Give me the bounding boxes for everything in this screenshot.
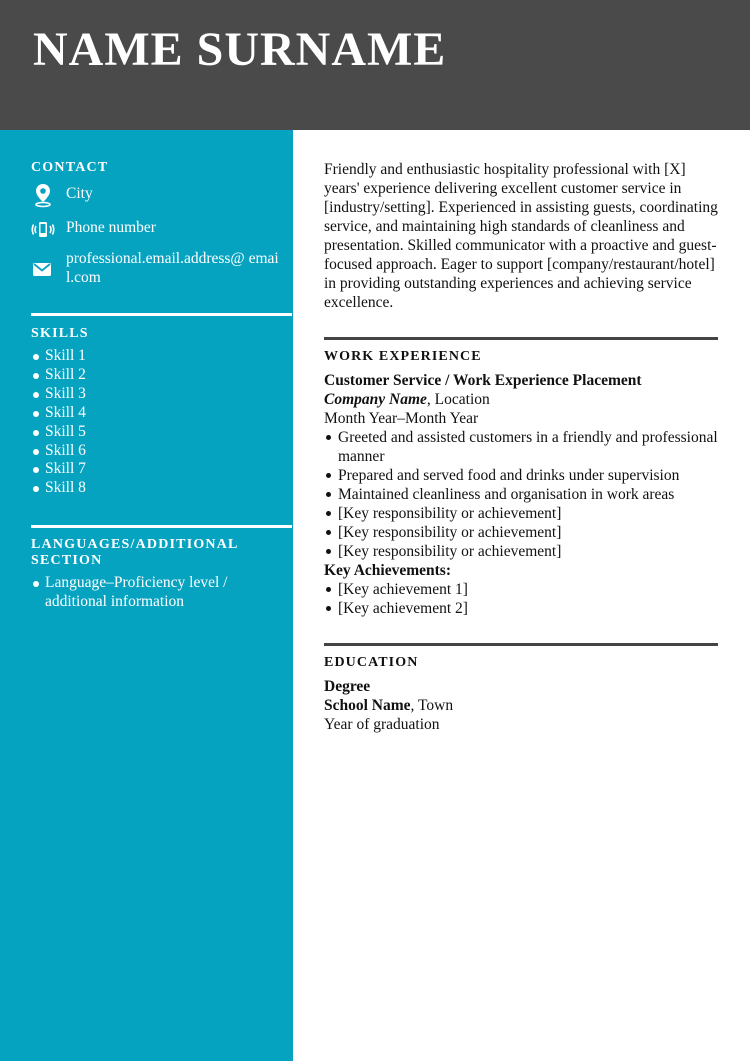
contact-email <box>31 249 281 289</box>
graduation-year: Year of graduation <box>324 716 440 733</box>
skill-item: Skill 8 <box>31 479 86 498</box>
phone-text: Phone number <box>66 219 156 236</box>
skill-item: Skill 5 <box>31 423 86 442</box>
work-entry <box>324 371 718 618</box>
achievement-item: [Key achievement 2] <box>324 599 718 618</box>
responsibility-item: Greeted and assisted customers in a friendly and professional manner <box>324 428 718 466</box>
skill-item: Skill 2 <box>31 366 86 385</box>
sidebar <box>0 130 293 1061</box>
job-title: Customer Service / Work Experience Placement <box>324 372 642 389</box>
school-town: , Town <box>410 697 454 714</box>
skills-list <box>31 347 86 498</box>
languages-heading: LANGUAGES/ADDITIONAL SECTION <box>31 537 238 568</box>
achievement-item: [Key achievement 1] <box>324 580 718 599</box>
sidebar-divider <box>31 313 292 316</box>
education-entry <box>324 677 718 734</box>
job-dates: Month Year–Month Year <box>324 410 479 427</box>
contact-heading: CONTACT <box>31 160 109 175</box>
school-line <box>324 696 718 715</box>
section-divider <box>324 643 718 646</box>
company-location: , Location <box>426 391 490 408</box>
phone-vibrate-icon <box>31 218 55 242</box>
map-pin-icon <box>31 182 55 206</box>
education-heading: EDUCATION <box>324 655 419 670</box>
company-name: Company Name <box>324 391 427 408</box>
responsibility-item: [Key responsibility or achievement] <box>324 523 718 542</box>
section-divider <box>324 337 718 340</box>
city-text: City <box>66 185 93 202</box>
company-line <box>324 390 718 409</box>
sidebar-divider <box>31 525 292 528</box>
achievements-list <box>324 580 718 618</box>
responsibility-item: Prepared and served food and drinks under supervision <box>324 466 718 485</box>
skills-heading: SKILLS <box>31 326 89 341</box>
school-name: School Name <box>324 697 411 714</box>
candidate-name: NAME SURNAME <box>33 23 447 76</box>
envelope-icon <box>31 260 55 284</box>
contact-city <box>31 182 281 208</box>
skill-item: Skill 6 <box>31 442 86 461</box>
responsibilities-list <box>324 428 718 561</box>
email-text: professional.email.address@ email.com <box>66 250 279 286</box>
skill-item: Skill 3 <box>31 385 86 404</box>
languages-list <box>31 574 261 612</box>
responsibility-item: [Key responsibility or achievement] <box>324 542 718 561</box>
work-experience-heading: WORK EXPERIENCE <box>324 349 482 364</box>
language-item: Language–Proficiency level / additional information <box>31 574 261 612</box>
skill-item: Skill 1 <box>31 347 86 366</box>
skill-item: Skill 7 <box>31 460 86 479</box>
degree: Degree <box>324 678 371 695</box>
skill-item: Skill 4 <box>31 404 86 423</box>
professional-summary: Friendly and enthusiastic hospitality professional with [X] years' experience delivering excellent customer service in [industry/setting]. Experienced in assisting guests, coordinating service, and maintaining high standards of cleanliness and presentation. Skilled communicator with a proactive and guest-focused approach. Eager to support [company/restaurant/hotel] in providing outstanding experiences and achieving service excellence. <box>324 161 718 311</box>
contact-phone <box>31 218 281 242</box>
achievements-heading: Key Achievements: <box>324 562 451 579</box>
responsibility-item: [Key responsibility or achievement] <box>324 504 718 523</box>
responsibility-item: Maintained cleanliness and organisation in work areas <box>324 485 718 504</box>
header <box>0 0 750 130</box>
